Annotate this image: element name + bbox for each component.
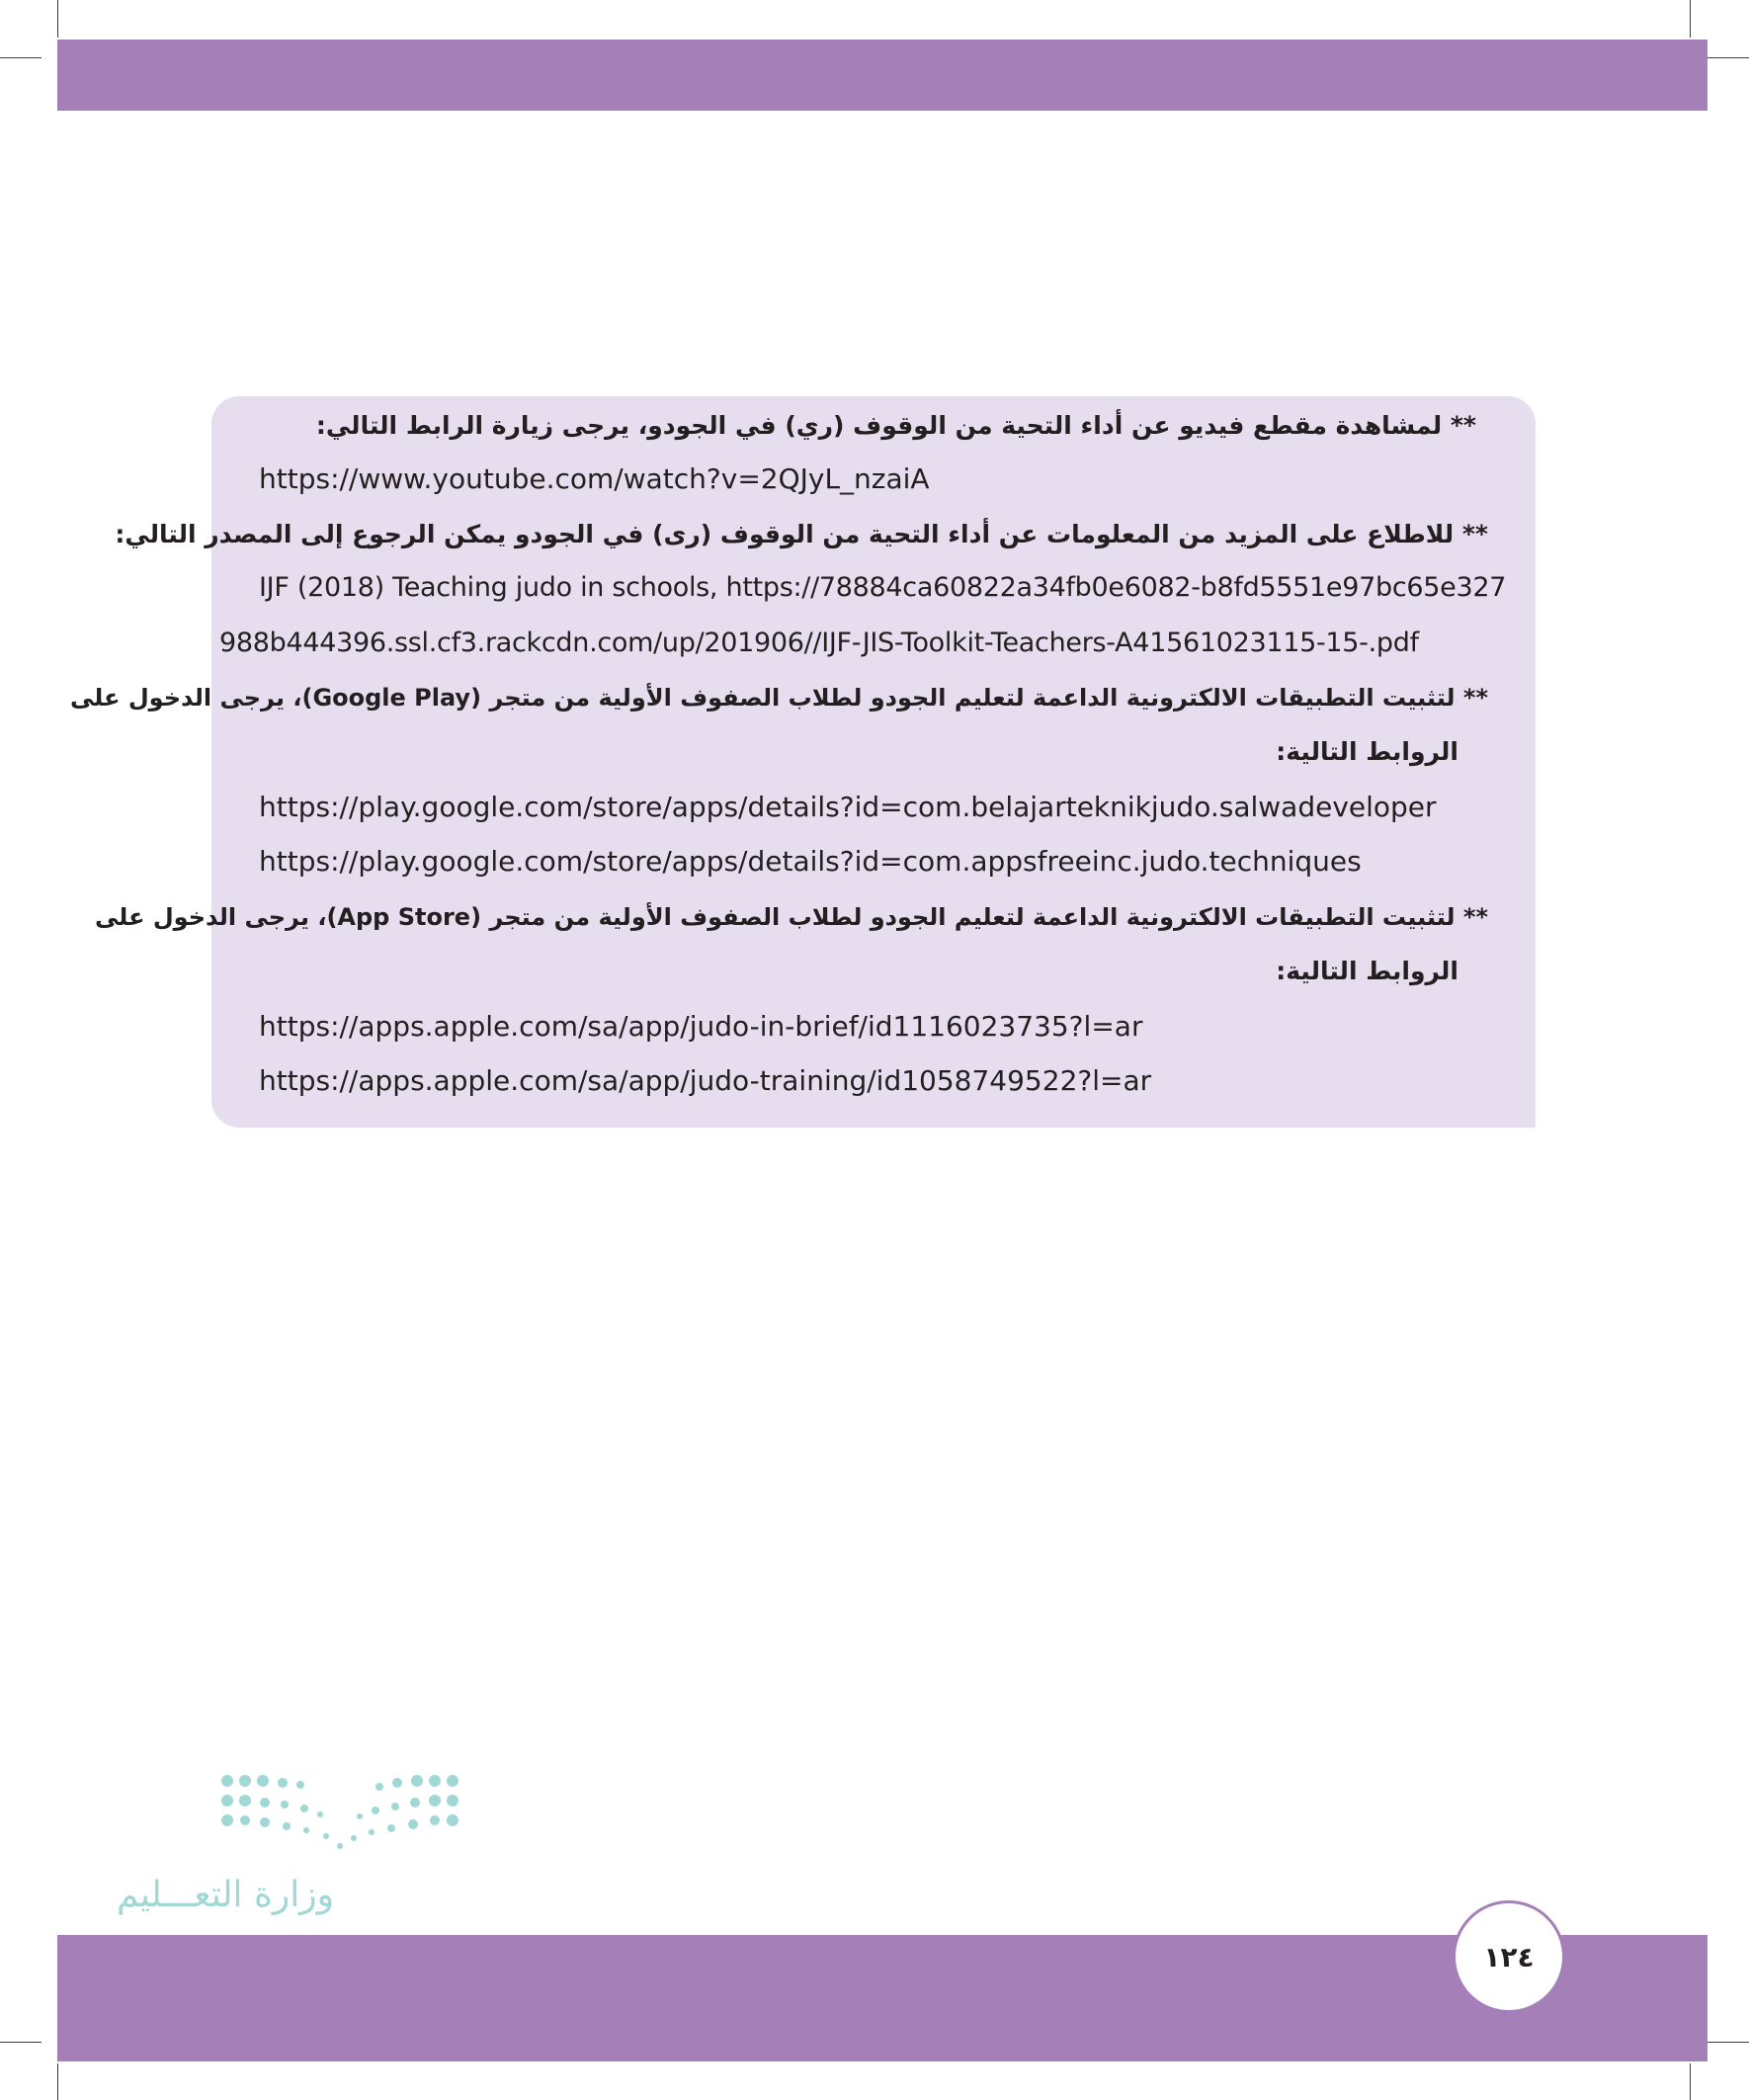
crop-mark (1707, 2042, 1749, 2043)
link-youtube[interactable]: https://www.youtube.com/watch?v=2QJyL_nzaiA (259, 462, 930, 495)
link-app-store-1[interactable]: https://apps.apple.com/sa/app/judo-in-brief/id1116023735?l=ar (259, 1010, 1143, 1043)
page-number: ١٢٤ (1453, 1900, 1565, 2013)
crop-mark (0, 57, 42, 58)
link-google-play-2[interactable]: https://play.google.com/store/apps/details?id=com.appsfreeinc.judo.techniques (259, 845, 1362, 878)
reference-line-2[interactable]: 988b444396.ssl.cf3.rackcdn.com/up/201906//IJF-JIS-Toolkit-Teachers-A41561023115-15-.pdf (219, 628, 1419, 658)
link-google-play-1[interactable]: https://play.google.com/store/apps/details?id=com.belajarteknikjudo.salwadeveloper (259, 791, 1437, 823)
resources-box (70, 396, 1536, 1128)
note-video-salute: ** لمشاهدة مقطع فيديو عن أداء التحية من الوقوف (ري) في الجودو، يرجى زيارة الرابط التالي: (315, 411, 1476, 440)
crop-mark (57, 0, 58, 38)
note-more-info: ** للاطلاع على المزيد من المعلومات عن أداء التحية من الوقوف (رى) في الجودو يمكن الرجوع إلى المصدر التالي: (115, 520, 1488, 548)
ministry-logo (95, 1769, 470, 1957)
reference-line-1[interactable]: IJF (2018) Teaching judo in schools, https://78884ca60822a34fb0e6082-b8fd5551e97bc65e327 (259, 572, 1507, 603)
note-google-play: ** لتثبيت التطبيقات الالكترونية الداعمة لتعليم الجودو لطلاب الصفوف الأولية من متجر (Google Play)، يرجى الدخول على (70, 684, 1488, 712)
crop-mark (57, 2063, 58, 2100)
ministry-logo-text: وزارة التعـــليم (116, 1875, 335, 1915)
header-band (57, 40, 1707, 111)
link-app-store-2[interactable]: https://apps.apple.com/sa/app/judo-training/id1058749522?l=ar (259, 1064, 1152, 1097)
note-app-store-cont: الروابط التالية: (1276, 957, 1458, 985)
crop-mark (1690, 0, 1691, 38)
crop-mark (1690, 2063, 1691, 2100)
note-google-play-cont: الروابط التالية: (1276, 737, 1458, 766)
crop-mark (0, 2042, 42, 2043)
crop-mark (1707, 57, 1749, 58)
note-app-store: ** لتثبيت التطبيقات الالكترونية الداعمة لتعليم الجودو لطلاب الصفوف الأولية من متجر (App Store)، يرجى الدخول على (95, 903, 1488, 931)
